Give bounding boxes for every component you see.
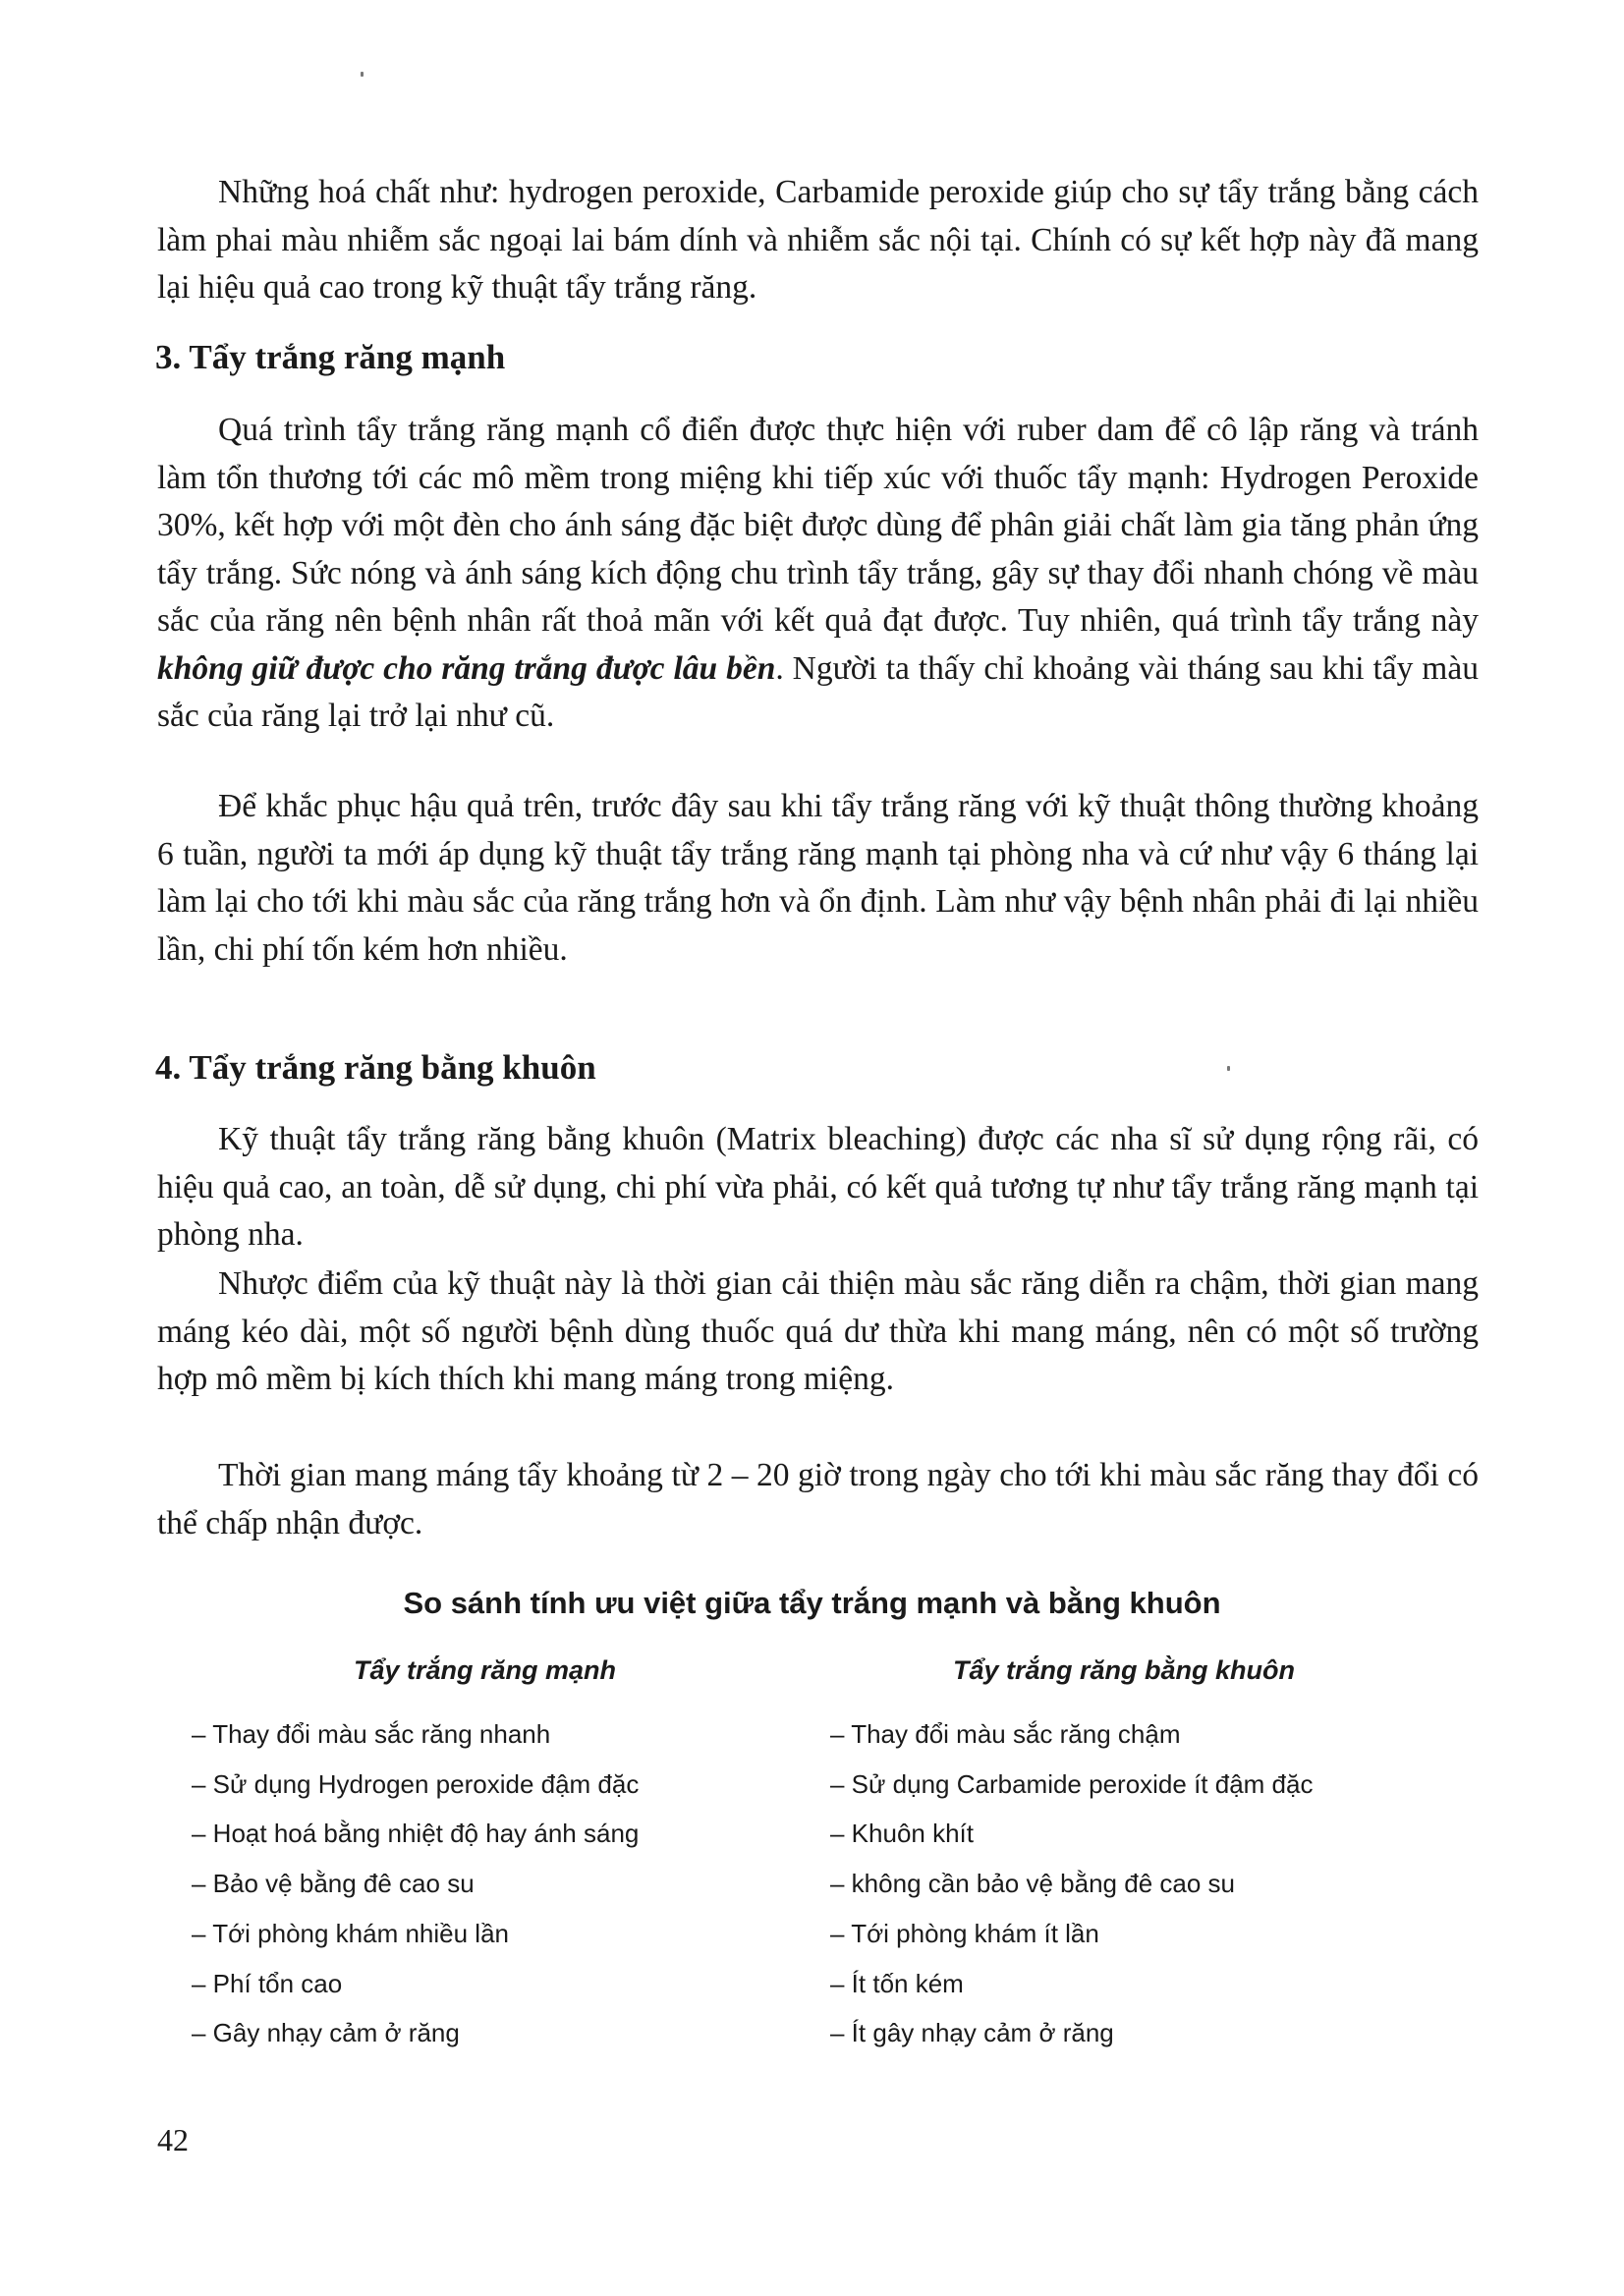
list-item: – Tới phòng khám ít lần [830,1918,1099,1948]
scan-speck [1227,1066,1230,1071]
list-item: – Phí tổn cao [192,1968,343,1998]
section-4-paragraph-1: Kỹ thuật tẩy trắng răng bằng khuôn (Matrix bleaching) được các nha sĩ sử dụng rộng rãi, có hiệu quả cao, an toàn, dễ sử dụng, chi phí vừa phải, có kết quả tương tự như tẩy trắng răng mạnh tại phòng nha. [157,1121,1479,1253]
list-item: – Sử dụng Hydrogen peroxide đậm đặc [192,1768,640,1799]
section-4-heading: 4. Tẩy trắng răng bằng khuôn [155,1048,596,1087]
comparison-right-column [830,1651,1459,2058]
list-item: – Gây nhạy cảm ở răng [192,2018,460,2048]
list-item: – Thay đổi màu sắc răng nhanh [192,1719,551,1749]
list-item: – Khuôn khít [830,1819,974,1849]
section-4-paragraph-2: Nhược điểm của kỹ thuật này là thời gian cải thiện màu sắc răng diễn ra chậm, thời gian mang máng kéo dài, một số người bệnh dùng thuốc quá dư thừa khi mang máng, nên có một số trường hợp mô mềm bị kích thích khi mang máng trong miệng. [157,1265,1479,1397]
right-column-list [830,1709,1459,2058]
list-item: – Sử dụng Carbamide peroxide ít đậm đặc [830,1768,1314,1799]
list-item: – không cần bảo vệ bằng đê cao su [830,1869,1235,1899]
list-item: – Thay đổi màu sắc răng chậm [830,1719,1181,1749]
list-item: – Hoạt hoá bằng nhiệt độ hay ánh sáng [192,1819,640,1849]
comparison-title: So sánh tính ưu việt giữa tẩy trắng mạnh và bằng khuôn [403,1586,1221,1620]
section-3-paragraph-1 [157,407,1479,741]
scan-speck [361,72,364,77]
right-column-heading: Tẩy trắng răng bằng khuôn [953,1655,1296,1685]
section-4-paragraph-3: Thời gian mang máng tẩy khoảng từ 2 – 20 giờ trong ngày cho tới khi màu sắc răng thay đổi có thể chấp nhận được. [157,1457,1479,1541]
comparison-left-column [192,1651,820,2058]
left-column-list [192,1709,820,2058]
page-number: 42 [157,2122,189,2157]
list-item: – Ít gây nhạy cảm ở răng [830,2018,1114,2048]
list-item: – Bảo vệ bằng đê cao su [192,1869,475,1899]
list-item: – Tới phòng khám nhiều lần [192,1918,510,1948]
section-3-text-after: . Người ta thấy chỉ khoảng vài tháng sau khi tẩy màu sắc của răng lại trở lại như cũ. [157,649,1479,734]
section-3-text-before: Quá trình tẩy trắng răng mạnh cổ điển được thực hiện với ruber dam để cô lập răng và tránh làm tổn thương tới các mô mềm trong miệng khi tiếp xúc với thuốc tẩy mạnh: Hydrogen Peroxide 30%, kết hợp với một đèn cho ánh sáng đặc biệt được dùng để phân giải chất làm gia tăng phản ứng tẩy trắng. Sức nóng và ánh sáng kích động chu trình tẩy trắng, gây sự thay đổi nhanh chóng về màu sắc của răng nên bệnh nhân rất thoả mãn với kết quả đạt được. Tuy nhiên, quá trình tẩy trắng này [157,412,1479,639]
section-3-emphasis: không giữ được cho răng trắng được lâu bền [157,649,776,687]
list-item: – Ít tốn kém [830,1968,964,1998]
section-3-paragraph-2: Để khắc phục hậu quả trên, trước đây sau khi tẩy trắng răng với kỹ thuật thông thường khoảng 6 tuần, người ta mới áp dụng kỹ thuật tẩy trắng răng mạnh tại phòng nha và cứ như vậy 6 tháng lại làm lại cho tới khi màu sắc của răng trắng hơn và ổn định. Làm như vậy bệnh nhân phải đi lại nhiều lần, chi phí tốn kém hơn nhiều. [157,788,1479,968]
left-column-heading: Tẩy trắng răng mạnh [354,1655,617,1685]
intro-paragraph: Những hoá chất như: hydrogen peroxide, Carbamide peroxide giúp cho sự tẩy trắng bằng cách làm phai màu nhiễm sắc ngoại lai bám dính và nhiễm sắc nội tại. Chính có sự kết hợp này đã mang lại hiệu quả cao trong kỹ thuật tẩy trắng răng. [157,174,1479,306]
section-3-heading: 3. Tẩy trắng răng mạnh [155,338,506,376]
